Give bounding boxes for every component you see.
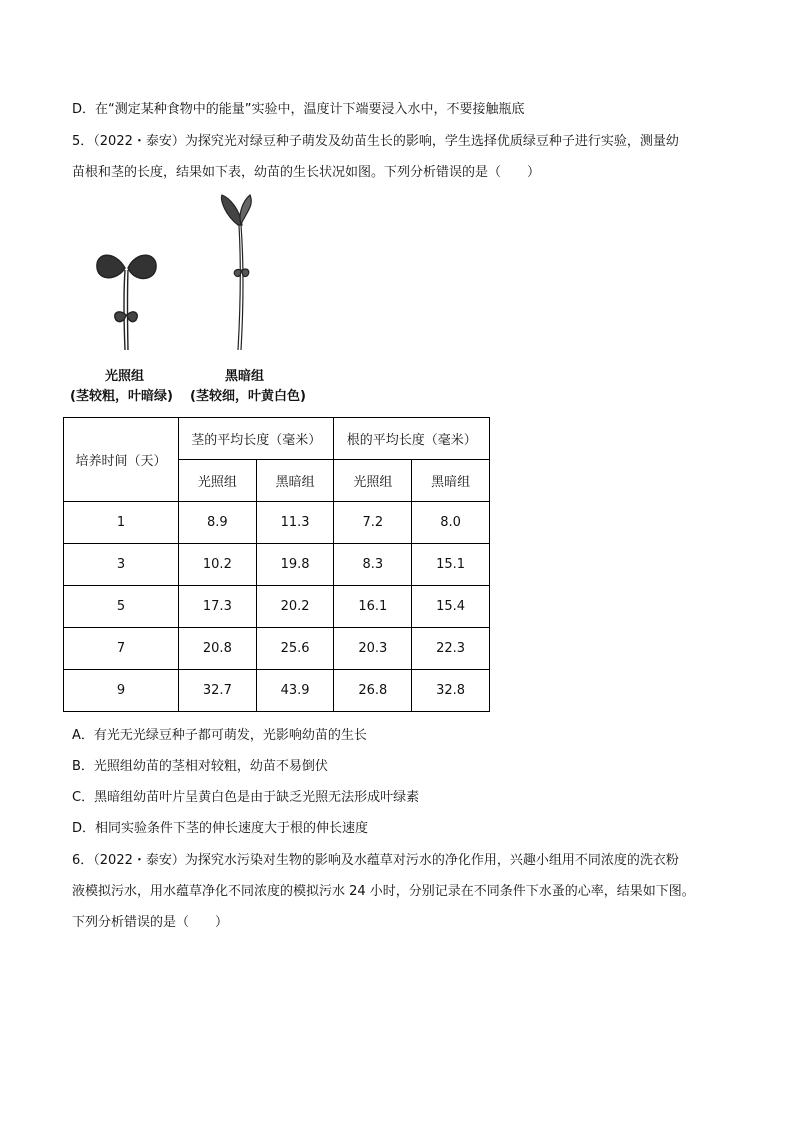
table-cell: 8.9 bbox=[179, 502, 257, 544]
subheader-root-light: 光照组 bbox=[334, 460, 412, 502]
header-stem-length: 茎的平均长度（毫米） bbox=[179, 418, 334, 460]
question-6-stem-line3: 下列分析错误的是（ ） bbox=[72, 915, 229, 930]
table-cell: 20.8 bbox=[179, 628, 257, 670]
table-cell: 8.3 bbox=[334, 544, 412, 586]
table-row bbox=[64, 628, 490, 670]
table-row bbox=[64, 544, 490, 586]
question-5-stem-line1: 5．（2022・泰安）为探究光对绿豆种子萌发及幼苗生长的影响，学生选择优质绿豆种子进行实验，测量幼 bbox=[72, 134, 679, 149]
table-header-row bbox=[64, 418, 490, 460]
table-cell: 3 bbox=[64, 544, 179, 586]
table-cell: 16.1 bbox=[334, 586, 412, 628]
table-cell: 10.2 bbox=[179, 544, 257, 586]
light-group-label: 光照组 bbox=[105, 369, 145, 384]
question-5-option-a: A．有光无光绿豆种子都可萌发，光影响幼苗的生长 bbox=[72, 728, 367, 743]
light-group-seedling bbox=[97, 255, 156, 350]
header-root-length: 根的平均长度（毫米） bbox=[334, 418, 490, 460]
table-cell: 32.8 bbox=[412, 670, 490, 712]
subheader-stem-light: 光照组 bbox=[179, 460, 257, 502]
subheader-root-dark: 黑暗组 bbox=[412, 460, 490, 502]
dark-group-note: (茎较细，叶黄白色) bbox=[190, 389, 306, 404]
table-cell: 20.2 bbox=[256, 586, 334, 628]
table-cell: 8.0 bbox=[412, 502, 490, 544]
table-cell: 7 bbox=[64, 628, 179, 670]
question-6-stem-line2: 液模拟污水，用水蕴草净化不同浓度的模拟污水 24 小时，分别记录在不同条件下水蚤的心率，结果如下图。 bbox=[72, 884, 695, 899]
option-d-prev-question: D．在“测定某种食物中的能量”实验中，温度计下端要浸入水中，不要接触瓶底 bbox=[72, 102, 525, 117]
table-cell: 1 bbox=[64, 502, 179, 544]
seedling-illustration bbox=[70, 190, 340, 360]
table-row bbox=[64, 586, 490, 628]
table-cell: 19.8 bbox=[256, 544, 334, 586]
seedling-figure bbox=[70, 190, 340, 405]
header-culture-time: 培养时间（天） bbox=[64, 418, 179, 502]
table-cell: 15.1 bbox=[412, 544, 490, 586]
question-5-option-d: D．相同实验条件下茎的伸长速度大于根的伸长速度 bbox=[72, 821, 369, 836]
subheader-stem-dark: 黑暗组 bbox=[256, 460, 334, 502]
table-cell: 9 bbox=[64, 670, 179, 712]
table-cell: 22.3 bbox=[412, 628, 490, 670]
dark-group-seedling bbox=[222, 195, 252, 350]
table-cell: 7.2 bbox=[334, 502, 412, 544]
growth-data-table bbox=[63, 417, 490, 712]
light-group-note: (茎较粗，叶暗绿) bbox=[70, 389, 173, 404]
question-6-stem-line1: 6．（2022・泰安）为探究水污染对生物的影响及水蕴草对污水的净化作用，兴趣小组用不同浓度的洗衣粉 bbox=[72, 853, 679, 868]
table-row bbox=[64, 670, 490, 712]
table-cell: 5 bbox=[64, 586, 179, 628]
table-cell: 32.7 bbox=[179, 670, 257, 712]
table-cell: 17.3 bbox=[179, 586, 257, 628]
table-cell: 11.3 bbox=[256, 502, 334, 544]
table-cell: 20.3 bbox=[334, 628, 412, 670]
dark-group-label: 黑暗组 bbox=[225, 369, 265, 384]
question-5-option-c: C．黑暗组幼苗叶片呈黄白色是由于缺乏光照无法形成叶绿素 bbox=[72, 790, 420, 805]
question-5-stem-line2: 苗根和茎的长度，结果如下表，幼苗的生长状况如图。下列分析错误的是（ ） bbox=[72, 165, 541, 180]
table-row bbox=[64, 502, 490, 544]
table-cell: 25.6 bbox=[256, 628, 334, 670]
table-cell: 15.4 bbox=[412, 586, 490, 628]
question-5-option-b: B．光照组幼苗的茎相对较粗，幼苗不易倒伏 bbox=[72, 759, 328, 774]
table-cell: 26.8 bbox=[334, 670, 412, 712]
table-cell: 43.9 bbox=[256, 670, 334, 712]
